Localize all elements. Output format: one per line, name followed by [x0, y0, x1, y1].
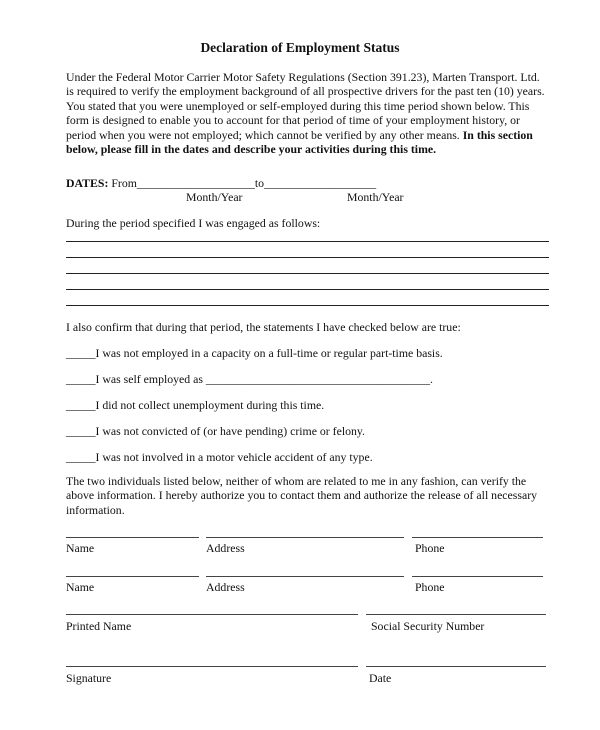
authorize-paragraph: The two individuals listed below, neither of whom are related to me in any fashion, can verify the above information. I hereby authorize you to contact them and authorize the release of all necessary information.	[66, 474, 538, 517]
dates-from-label: From	[111, 176, 137, 190]
ssn-label: Social Security Number	[371, 619, 485, 633]
printed-name-field[interactable]	[66, 614, 358, 615]
activity-line-4[interactable]	[66, 289, 549, 290]
reference-1-phone-label: Phone	[415, 541, 445, 555]
printed-name-label: Printed Name	[66, 619, 132, 633]
dates-label: DATES:	[66, 176, 109, 190]
date-field[interactable]	[366, 666, 546, 667]
statement-checkbox[interactable]: _____	[66, 372, 96, 386]
signature-field[interactable]	[66, 666, 358, 667]
reference-2-address-field[interactable]	[206, 576, 404, 577]
statement-1	[66, 346, 443, 361]
statement-checkbox[interactable]: _____	[66, 450, 96, 464]
reference-2-phone-field[interactable]	[412, 576, 543, 577]
engaged-label: During the period specified I was engaged as follows:	[66, 216, 321, 230]
statement-text: I was not involved in a motor vehicle accident of any type.	[95, 450, 373, 464]
dates-from-field[interactable]: ____________________	[136, 176, 255, 190]
statement-text: I was self employed as ______________________________________.	[95, 372, 433, 386]
statement-text: I was not convicted of (or have pending) crime or felony.	[95, 424, 365, 438]
reference-1-name-label: Name	[66, 541, 95, 555]
statement-checkbox[interactable]: _____	[66, 346, 96, 360]
statement-text: I did not collect unemployment during this time.	[95, 398, 325, 412]
dates-row	[66, 176, 376, 191]
intro-text: Under the Federal Motor Carrier Motor Safety Regulations (Section 391.23), Marten Transport. Ltd. is required to verify the employment background of all prospective drivers for the past ten (10) years. You stated that you were unemployed or self-employed during this time period shown below. This form is designed to enable you to account for that period of time of your employment history, or period when you were not employed; which cannot be verified by any other means.	[66, 70, 545, 142]
reference-1-name-field[interactable]	[66, 537, 199, 538]
statement-4	[66, 424, 365, 439]
activity-line-1[interactable]	[66, 241, 549, 242]
date-label: Date	[369, 671, 392, 685]
activity-line-5[interactable]	[66, 305, 549, 306]
reference-1-phone-field[interactable]	[412, 537, 543, 538]
intro-instruction: In this section below, please fill in the dates and describe your activities during this time.	[66, 127, 533, 157]
reference-2-address-label: Address	[206, 580, 245, 594]
reference-2-name-field[interactable]	[66, 576, 199, 577]
signature-label: Signature	[66, 671, 112, 685]
statement-checkbox[interactable]: _____	[66, 424, 96, 438]
activity-line-3[interactable]	[66, 273, 549, 274]
statement-checkbox[interactable]: _____	[66, 398, 96, 412]
ssn-field[interactable]	[366, 614, 546, 615]
reference-1-address-field[interactable]	[206, 537, 404, 538]
statement-3	[66, 398, 324, 413]
dates-to-caption: Month/Year	[347, 190, 404, 204]
statement-text: I was not employed in a capacity on a full-time or regular part-time basis.	[95, 346, 443, 360]
statement-2	[66, 372, 433, 387]
form-title: Declaration of Employment Status	[200, 40, 400, 55]
reference-2-phone-label: Phone	[415, 580, 445, 594]
confirm-label: I also confirm that during that period, the statements I have checked below are true:	[66, 320, 461, 334]
dates-to-field[interactable]: ___________________	[264, 176, 377, 190]
dates-from-caption: Month/Year	[186, 190, 243, 204]
reference-1-address-label: Address	[206, 541, 245, 555]
activity-line-2[interactable]	[66, 257, 549, 258]
intro-paragraph	[66, 70, 550, 156]
dates-to-label: to	[254, 176, 265, 190]
reference-2-name-label: Name	[66, 580, 95, 594]
statement-5	[66, 450, 373, 465]
